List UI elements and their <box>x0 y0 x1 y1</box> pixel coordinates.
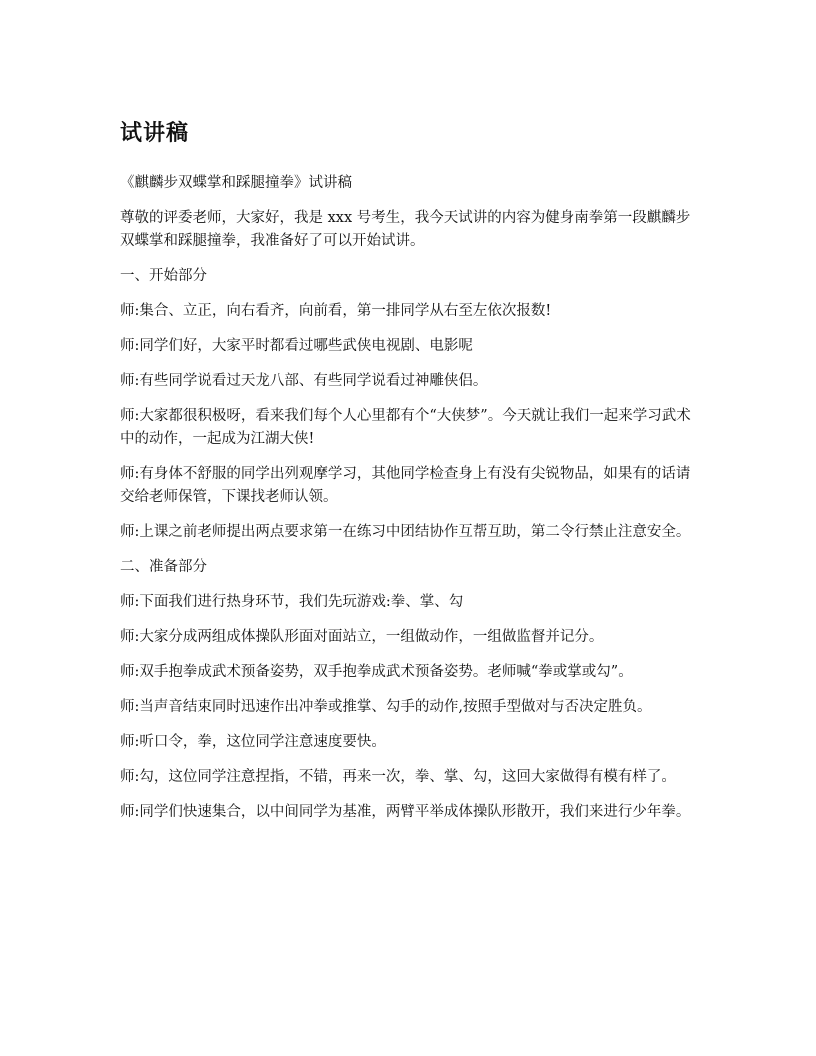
paragraph: 师:上课之前老师提出两点要求第一在练习中团结协作互帮互助，第二令行禁止注意安全。 <box>120 524 691 540</box>
paragraph: 师:当声音结束同时迅速作出冲拳或推掌、勾手的动作,按照手型做对与否决定胜负。 <box>120 699 652 715</box>
paragraph: 师:有些同学说看过天龙八部、有些同学说看过神雕侠侣。 <box>120 373 488 389</box>
paragraph-intro: 尊敬的评委老师，大家好，我是 xxx 号考生，我今天试讲的内容为健身南拳第一段麒麟步双蝶掌和踩腿撞拳，我准备好了可以开始试讲。 <box>120 210 691 249</box>
paragraph: 师:勾，这位同学注意捏指，不错，再来一次，拳、掌、勾，这回大家做得有模有样了。 <box>120 769 676 785</box>
paragraph: 师:有身体不舒服的同学出列观摩学习，其他同学检查身上有没有尖锐物品，如果有的话请交给老师保管，下课找老师认领。 <box>120 466 691 505</box>
paragraph: 师:同学们好，大家平时都看过哪些武侠电视剧、电影呢 <box>120 338 473 354</box>
paragraph: 师:听口令，拳，这位同学注意速度要快。 <box>120 734 386 750</box>
paragraph: 师:大家分成两组成体操队形面对面站立，一组做动作，一组做监督并记分。 <box>120 629 604 645</box>
section-heading-start: 一、开始部分 <box>120 268 207 284</box>
paragraph: 师:下面我们进行热身环节，我们先玩游戏:拳、掌、勾 <box>120 594 464 610</box>
document-body <box>120 118 700 836</box>
paragraph: 师:集合、立正，向右看齐，向前看，第一排同学从右至左依次报数! <box>120 303 552 319</box>
paragraph: 师:双手抱拳成武术预备姿势，双手抱拳成武术预备姿势。老师喊“拳或掌或勾”。 <box>120 664 633 680</box>
document-title: 试讲稿 <box>120 121 190 146</box>
document-subtitle: 《麒麟步双蝶掌和踩腿撞拳》试讲稿 <box>120 175 352 191</box>
paragraph: 师:大家都很积极呀，看来我们每个人心里都有个“大侠梦”。今天就让我们一起来学习武术中的动作，一起成为江湖大侠! <box>120 408 691 447</box>
section-heading-prep: 二、准备部分 <box>120 559 207 575</box>
paragraph: 师:同学们快速集合，以中间同学为基准，两臂平举成体操队形散开，我们来进行少年拳。 <box>120 804 691 820</box>
